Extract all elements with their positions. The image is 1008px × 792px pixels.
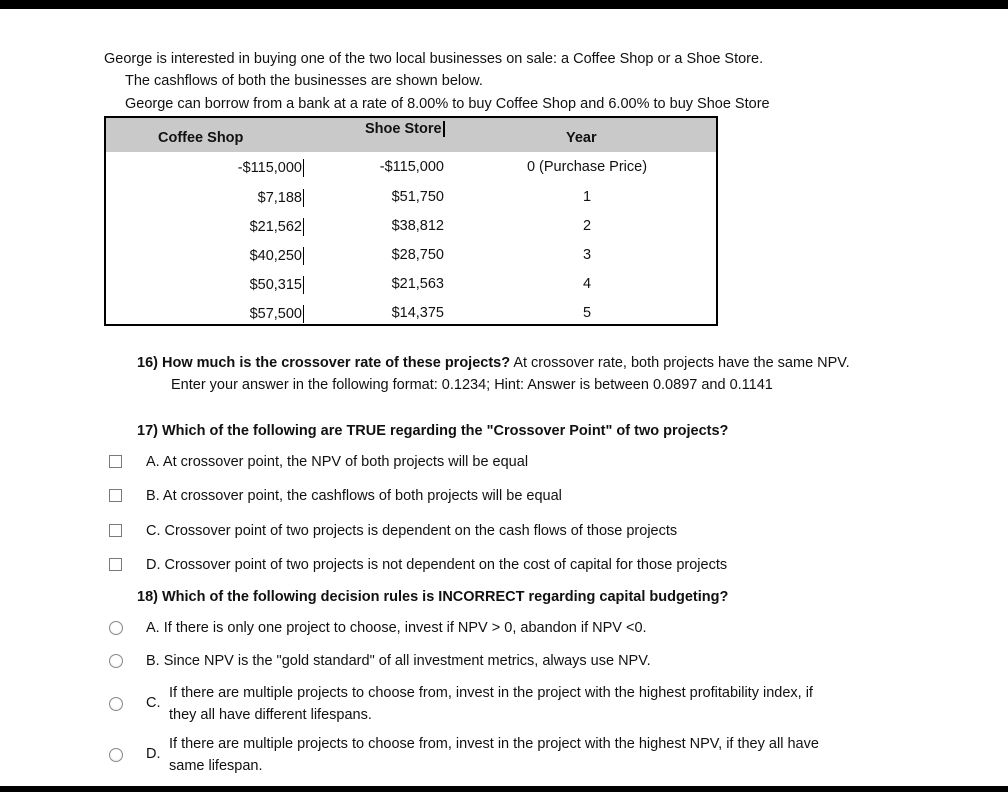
cell-shoe-year-0: -$115,000 xyxy=(379,159,444,175)
checkbox-17b[interactable] xyxy=(109,489,122,502)
option-17d-label: D. Crossover point of two projects is not dependent on the cost of capital for those projects xyxy=(146,557,728,573)
cell-shoe-year-2: $38,812 xyxy=(391,218,444,234)
cell-year-3: 3 xyxy=(582,247,592,263)
option-18c-line-1: If there are multiple projects to choose from, invest in the project with the highest profitability index, if xyxy=(169,685,813,701)
cell-coffee-year-0: -$115,000 xyxy=(237,160,302,176)
question-17-title: 17) Which of the following are TRUE regarding the "Crossover Point" of two projects? xyxy=(137,423,729,439)
question-16-note: At crossover rate, both projects have the same NPV. xyxy=(510,355,850,371)
header-coffee-shop: Coffee Shop xyxy=(158,130,244,146)
cell-shoe-year-1: $51,750 xyxy=(391,189,444,205)
cell-coffee-year-5: $57,500 xyxy=(249,306,302,322)
cell-shoe-year-4: $21,563 xyxy=(391,276,444,292)
checkbox-17d[interactable] xyxy=(109,558,122,571)
option-18b-label: B. Since NPV is the "gold standard" of all investment metrics, always use NPV. xyxy=(146,653,651,669)
radio-18b[interactable] xyxy=(109,654,123,668)
radio-18c[interactable] xyxy=(109,697,123,711)
option-18c-line-2: they all have different lifespans. xyxy=(169,707,372,723)
question-16-instructions: Enter your answer in the following format: 0.1234; Hint: Answer is between 0.0897 and 0.1141 xyxy=(171,377,773,393)
cell-year-4: 4 xyxy=(582,276,592,292)
question-16-prompt: 16) How much is the crossover rate of these projects? xyxy=(137,355,511,371)
question-18-title: 18) Which of the following decision rules is INCORRECT regarding capital budgeting? xyxy=(137,589,729,605)
intro-line-1: George is interested in buying one of the two local businesses on sale: a Coffee Shop or a Shoe Store. xyxy=(104,51,764,67)
bottom-border xyxy=(0,786,1008,792)
option-17b-label: B. At crossover point, the cashflows of both projects will be equal xyxy=(146,488,562,504)
intro-line-3: George can borrow from a bank at a rate of 8.00% to buy Coffee Shop and 6.00% to buy Shoe Store xyxy=(125,96,770,112)
option-18d-line-2: same lifespan. xyxy=(169,758,263,774)
table-header-row xyxy=(106,118,716,152)
option-18d-line-1: If there are multiple projects to choose from, invest in the project with the highest NPV, if they all have xyxy=(169,736,819,752)
option-17a-label: A. At crossover point, the NPV of both projects will be equal xyxy=(146,454,529,470)
header-shoe-store: Shoe Store xyxy=(365,121,445,137)
radio-18a[interactable] xyxy=(109,621,123,635)
cell-year-5: 5 xyxy=(582,305,592,321)
option-18c-letter: C. xyxy=(146,695,161,711)
cell-coffee-year-4: $50,315 xyxy=(249,277,302,293)
checkbox-17c[interactable] xyxy=(109,524,122,537)
radio-18d[interactable] xyxy=(109,748,123,762)
intro-line-2: The cashflows of both the businesses are shown below. xyxy=(125,73,483,89)
cell-shoe-year-5: $14,375 xyxy=(391,305,444,321)
cell-coffee-year-1: $7,188 xyxy=(257,190,302,206)
cashflow-table xyxy=(104,116,718,326)
cell-coffee-year-3: $40,250 xyxy=(249,248,302,264)
option-17c-label: C. Crossover point of two projects is dependent on the cash flows of those projects xyxy=(146,523,678,539)
option-18d-letter: D. xyxy=(146,746,161,762)
cell-year-0: 0 (Purchase Price) xyxy=(526,159,648,175)
cell-year-1: 1 xyxy=(582,189,592,205)
checkbox-17a[interactable] xyxy=(109,455,122,468)
cell-shoe-year-3: $28,750 xyxy=(391,247,444,263)
option-18a-label: A. If there is only one project to choose, invest if NPV > 0, abandon if NPV <0. xyxy=(146,620,647,636)
header-year: Year xyxy=(566,130,597,146)
cell-coffee-year-2: $21,562 xyxy=(249,219,302,235)
cell-year-2: 2 xyxy=(582,218,592,234)
question-16-title xyxy=(137,355,850,371)
top-border xyxy=(0,0,1008,9)
